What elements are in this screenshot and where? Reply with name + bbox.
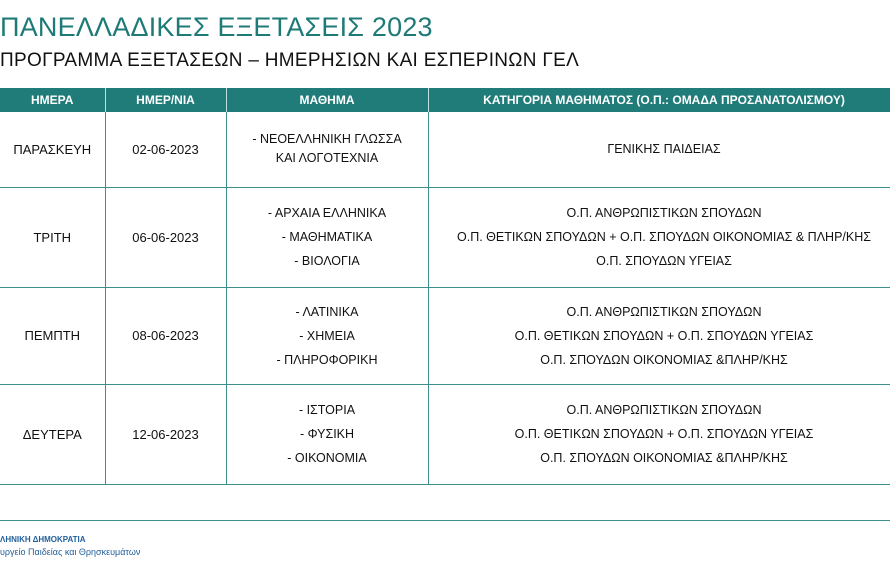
column-header-day: ΗΜΕΡΑ xyxy=(0,88,105,112)
subject-line: - ΜΑΘΗΜΑΤΙΚΑ xyxy=(281,230,373,244)
subject-cell xyxy=(226,112,428,187)
category-line: Ο.Π. ΣΠΟΥΔΩΝ ΟΙΚΟΝΟΜΙΑΣ &ΠΛΗΡ/ΚΗΣ xyxy=(540,352,788,367)
category-line: Ο.Π. ΣΠΟΥΔΩΝ ΥΓΕΙΑΣ xyxy=(596,254,732,268)
category-line: Ο.Π. ΘΕΤΙΚΩΝ ΣΠΟΥΔΩΝ + Ο.Π. ΣΠΟΥΔΩΝ ΟΙΚΟΝΟΜΙΑΣ & ΠΛΗΡ/ΚΗΣ xyxy=(457,230,871,244)
table-row xyxy=(0,187,890,287)
category-cell xyxy=(428,187,890,287)
category-cell xyxy=(428,384,890,484)
table-row xyxy=(0,384,890,484)
column-header-category: ΚΑΤΗΓΟΡΙΑ ΜΑΘΗΜΑΤΟΣ (Ο.Π.: ΟΜΑΔΑ ΠΡΟΣΑΝΑΤΟΛΙΣΜΟΥ) xyxy=(428,88,890,112)
date-cell: 02-06-2023 xyxy=(105,112,226,187)
table-header-row xyxy=(0,88,890,112)
subject-line: - ΧΗΜΕΙΑ xyxy=(299,328,355,343)
date-cell: 08-06-2023 xyxy=(105,287,226,384)
footer-ministry-label: υργείο Παιδείας και Θρησκευμάτων xyxy=(0,547,141,557)
day-cell: ΠΑΡΑΣΚΕΥΗ xyxy=(0,112,105,187)
category-line: ΓΕΝΙΚΗΣ ΠΑΙΔΕΙΑΣ xyxy=(607,142,721,157)
category-line: Ο.Π. ΣΠΟΥΔΩΝ ΟΙΚΟΝΟΜΙΑΣ &ΠΛΗΡ/ΚΗΣ xyxy=(540,451,788,465)
footer-divider xyxy=(0,520,890,521)
column-header-date: ΗΜΕΡ/ΝΙΑ xyxy=(105,88,226,112)
subject-line: - ΟΙΚΟΝΟΜΙΑ xyxy=(287,451,367,465)
category-line: Ο.Π. ΘΕΤΙΚΩΝ ΣΠΟΥΔΩΝ + Ο.Π. ΣΠΟΥΔΩΝ ΥΓΕΙΑΣ xyxy=(514,328,814,343)
column-header-subject: ΜΑΘΗΜΑ xyxy=(226,88,428,112)
category-line: Ο.Π. ΑΝΘΡΩΠΙΣΤΙΚΩΝ ΣΠΟΥΔΩΝ xyxy=(566,304,762,319)
subject-cell xyxy=(226,384,428,484)
page-title: ΠΑΝΕΛΛΑΔΙΚΕΣ ΕΞΕΤΑΣΕΙΣ 2023 xyxy=(0,12,433,42)
category-line: Ο.Π. ΘΕΤΙΚΩΝ ΣΠΟΥΔΩΝ + Ο.Π. ΣΠΟΥΔΩΝ ΥΓΕΙΑΣ xyxy=(514,427,814,441)
subject-line: - ΝΕΟΕΛΛΗΝΙΚΗ ΓΛΩΣΣΑ xyxy=(252,132,402,147)
day-cell: ΤΡΙΤΗ xyxy=(0,187,105,287)
page-subtitle: ΠΡΟΓΡΑΜΜΑ ΕΞΕΤΑΣΕΩΝ – ΗΜΕΡΗΣΙΩΝ ΚΑΙ ΕΣΠΕΡΙΝΩΝ ΓΕΛ xyxy=(0,50,580,71)
table-row xyxy=(0,112,890,187)
category-cell xyxy=(428,112,890,187)
footer-republic-label: ΛΗΝΙΚΗ ΔΗΜΟΚΡΑΤΙΑ xyxy=(0,535,86,544)
subject-line: - ΑΡΧΑΙΑ ΕΛΛΗΝΙΚΑ xyxy=(267,206,387,220)
subject-line: - ΛΑΤΙΝΙΚΑ xyxy=(295,304,359,319)
category-cell xyxy=(428,287,890,384)
day-cell: ΔΕΥΤΕΡΑ xyxy=(0,384,105,484)
date-cell: 12-06-2023 xyxy=(105,384,226,484)
day-cell: ΠΕΜΠΤΗ xyxy=(0,287,105,384)
category-line: Ο.Π. ΑΝΘΡΩΠΙΣΤΙΚΩΝ ΣΠΟΥΔΩΝ xyxy=(566,403,762,417)
subject-line: - ΦΥΣΙΚΗ xyxy=(299,427,355,441)
subject-line: ΚΑΙ ΛΟΓΟΤΕΧΝΙΑ xyxy=(275,151,379,166)
table-row xyxy=(0,287,890,384)
subject-cell xyxy=(226,187,428,287)
exam-schedule-table xyxy=(0,88,890,485)
subject-line: - ΠΛΗΡΟΦΟΡΙΚΗ xyxy=(276,352,378,367)
subject-line: - ΙΣΤΟΡΙΑ xyxy=(298,403,356,417)
subject-cell xyxy=(226,287,428,384)
category-line: Ο.Π. ΑΝΘΡΩΠΙΣΤΙΚΩΝ ΣΠΟΥΔΩΝ xyxy=(566,206,762,220)
subject-line: - ΒΙΟΛΟΓΙΑ xyxy=(294,254,360,268)
date-cell: 06-06-2023 xyxy=(105,187,226,287)
